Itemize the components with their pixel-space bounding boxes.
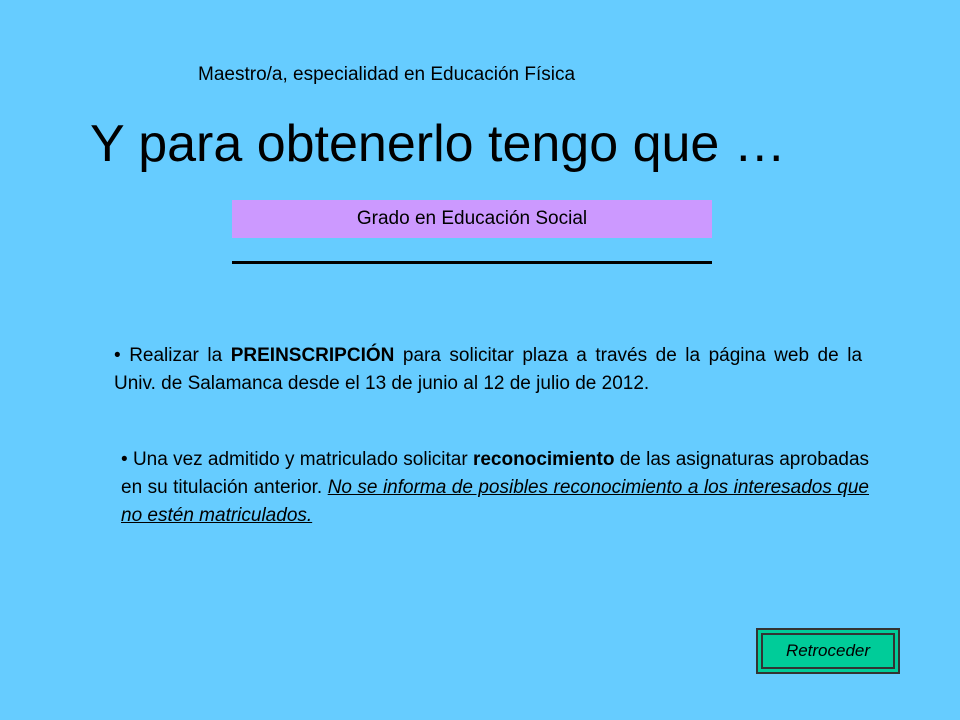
bullet-bold-term: PREINSCRIPCIÓN xyxy=(230,345,395,366)
bullet-marker: • xyxy=(121,449,128,470)
bullet-preinscription xyxy=(114,342,862,398)
back-button-inner[interactable] xyxy=(761,633,895,669)
page-subtitle: Maestro/a, especialidad en Educación Física xyxy=(198,64,576,85)
page-title: Y para obtenerlo tengo que … xyxy=(90,115,786,173)
back-button-label: Retroceder xyxy=(785,641,871,660)
back-button[interactable] xyxy=(756,628,900,674)
degree-label-box xyxy=(232,200,712,238)
degree-label: Grado en Educación Social xyxy=(356,208,588,229)
bullet-note: No se informa de posibles reconocimiento a los interesados que no estén matriculados. xyxy=(121,477,869,526)
bullet-recognition xyxy=(121,446,869,530)
bullet-bold-term: reconocimiento xyxy=(472,449,615,470)
bullet-text-before: Realizar la xyxy=(129,345,231,366)
divider-line xyxy=(232,261,712,264)
bullet-marker: • xyxy=(114,345,121,366)
bullet-text-after: para solicitar plaza a través de la página web de la Univ. de Salamanca desde el 13 de junio al 12 de julio de 2012. xyxy=(114,345,863,394)
bullet-text-after: de las asignaturas aprobadas en su titulación anterior. xyxy=(121,449,870,498)
bullet-text-before: Una vez admitido y matriculado solicitar xyxy=(132,449,473,470)
